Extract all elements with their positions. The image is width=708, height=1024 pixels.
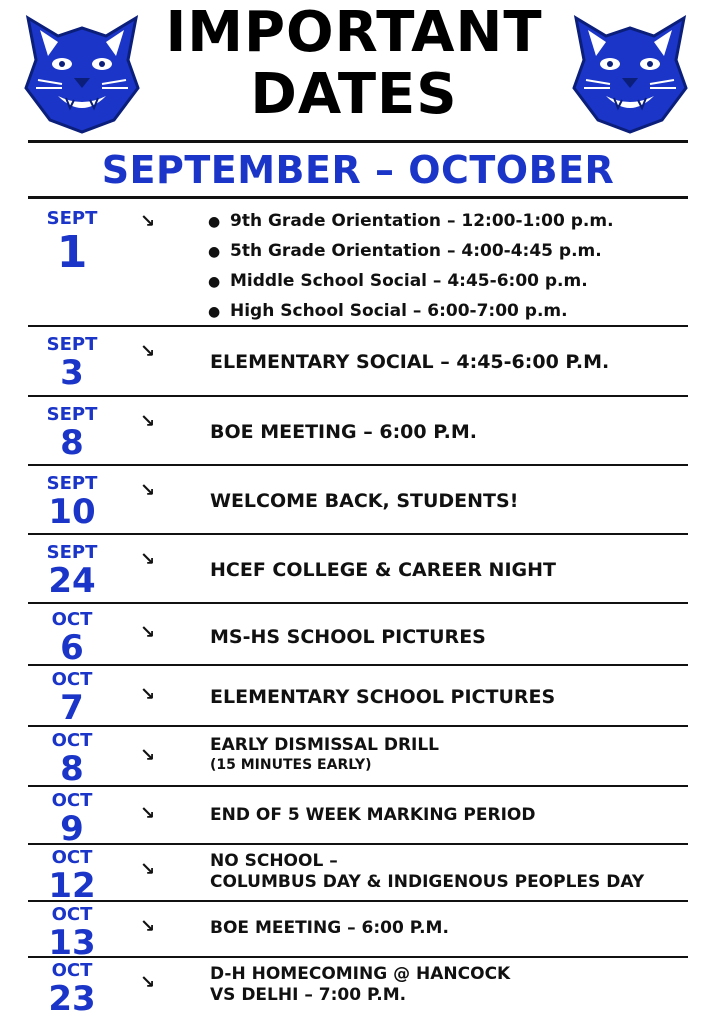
date-month: OCT xyxy=(51,730,93,751)
date-month: OCT xyxy=(51,669,93,690)
title-line-1: IMPORTANT xyxy=(165,0,543,65)
date-row xyxy=(28,535,688,604)
bullet-icon: ● xyxy=(208,274,221,290)
event-text xyxy=(210,735,439,774)
date-day: 1 xyxy=(56,227,88,278)
date-row xyxy=(28,787,688,849)
wildcat-mascot-logo xyxy=(566,8,694,134)
arrow-icon: ↘ xyxy=(140,916,156,937)
event-list xyxy=(208,207,614,327)
date-row xyxy=(28,327,688,397)
date-month: SEPT xyxy=(46,334,98,355)
event-title: EARLY DISMISSAL DRILL xyxy=(210,735,440,755)
bullet-icon: ● xyxy=(208,214,221,230)
date-month: SEPT xyxy=(46,404,98,425)
date-day: 8 xyxy=(60,423,84,463)
date-label xyxy=(28,731,116,787)
date-day: 6 xyxy=(60,628,84,668)
date-month: SEPT xyxy=(46,542,98,563)
title-line-2: DATES xyxy=(250,62,458,127)
date-day: 9 xyxy=(60,809,84,849)
date-month: SEPT xyxy=(46,208,98,229)
event-text: END OF 5 WEEK MARKING PERIOD xyxy=(210,805,536,825)
arrow-icon: ↘ xyxy=(140,341,156,362)
event-text: ELEMENTARY SOCIAL – 4:45-6:00 P.M. xyxy=(210,351,610,373)
page-title xyxy=(150,2,558,126)
arrow-icon: ↘ xyxy=(140,549,156,570)
date-row xyxy=(28,604,688,666)
list-item: ● 9th Grade Orientation – 12:00-1:00 p.m. xyxy=(208,207,614,237)
date-row xyxy=(28,845,688,906)
date-row xyxy=(28,727,688,787)
date-label xyxy=(28,961,116,1017)
date-label xyxy=(28,474,116,530)
date-day: 23 xyxy=(48,979,96,1019)
arrow-icon: ↘ xyxy=(140,622,156,643)
event-subtitle: (15 MINUTES EARLY) xyxy=(210,757,372,773)
date-label xyxy=(28,209,116,277)
event-text xyxy=(210,964,510,1006)
date-day: 10 xyxy=(48,492,96,532)
date-row xyxy=(28,466,688,535)
date-label xyxy=(28,848,116,904)
date-label xyxy=(28,791,116,847)
date-month: OCT xyxy=(51,960,93,981)
bullet-icon: ● xyxy=(208,304,221,320)
header xyxy=(0,0,708,140)
date-day: 13 xyxy=(48,923,96,963)
date-month: SEPT xyxy=(46,473,98,494)
date-day: 3 xyxy=(60,353,84,393)
list-item: ● 5th Grade Orientation – 4:00-4:45 p.m. xyxy=(208,237,614,267)
arrow-icon: ↘ xyxy=(140,480,156,501)
date-row xyxy=(28,397,688,466)
date-row xyxy=(28,666,688,727)
date-day: 7 xyxy=(60,688,84,728)
date-day: 12 xyxy=(48,866,96,906)
event-text xyxy=(210,851,644,893)
date-label xyxy=(28,335,116,391)
event-text: WELCOME BACK, STUDENTS! xyxy=(210,490,519,512)
list-item: ● High School Social – 6:00-7:00 p.m. xyxy=(208,297,614,327)
event-text: MS-HS SCHOOL PICTURES xyxy=(210,626,486,648)
bullet-icon: ● xyxy=(208,244,221,260)
arrow-icon: ↘ xyxy=(140,211,156,232)
arrow-icon: ↘ xyxy=(140,972,156,993)
date-label xyxy=(28,543,116,599)
event-title-line-2: VS DELHI – 7:00 P.M. xyxy=(210,985,407,1005)
event-text: ELEMENTARY SCHOOL PICTURES xyxy=(210,686,556,708)
date-label xyxy=(28,405,116,461)
arrow-icon: ↘ xyxy=(140,803,156,824)
date-month: OCT xyxy=(51,904,93,925)
arrow-icon: ↘ xyxy=(140,859,156,880)
event-text: HCEF COLLEGE & CAREER NIGHT xyxy=(210,559,556,581)
date-day: 8 xyxy=(60,749,84,789)
date-label xyxy=(28,610,116,666)
date-month: OCT xyxy=(51,847,93,868)
event-text: BOE MEETING – 6:00 P.M. xyxy=(210,421,478,443)
date-label xyxy=(28,670,116,726)
event-text: BOE MEETING – 6:00 P.M. xyxy=(210,918,449,938)
arrow-icon: ↘ xyxy=(140,745,156,766)
event-title: D-H HOMECOMING @ HANCOCK xyxy=(210,964,511,984)
arrow-icon: ↘ xyxy=(140,684,156,705)
date-day: 24 xyxy=(48,561,96,601)
arrow-icon: ↘ xyxy=(140,411,156,432)
list-item: ● Middle School Social – 4:45-6:00 p.m. xyxy=(208,267,614,297)
date-row xyxy=(28,958,688,1018)
date-row xyxy=(28,902,688,963)
date-label xyxy=(28,905,116,961)
date-row xyxy=(28,199,688,327)
date-month: OCT xyxy=(51,609,93,630)
divider xyxy=(28,140,688,143)
event-title-line-2: COLUMBUS DAY & INDIGENOUS PEOPLES DAY xyxy=(210,872,645,892)
wildcat-mascot-logo xyxy=(18,8,146,134)
date-month: OCT xyxy=(51,790,93,811)
month-range-heading: SEPTEMBER – OCTOBER xyxy=(101,148,615,192)
event-title: NO SCHOOL – xyxy=(210,851,338,871)
